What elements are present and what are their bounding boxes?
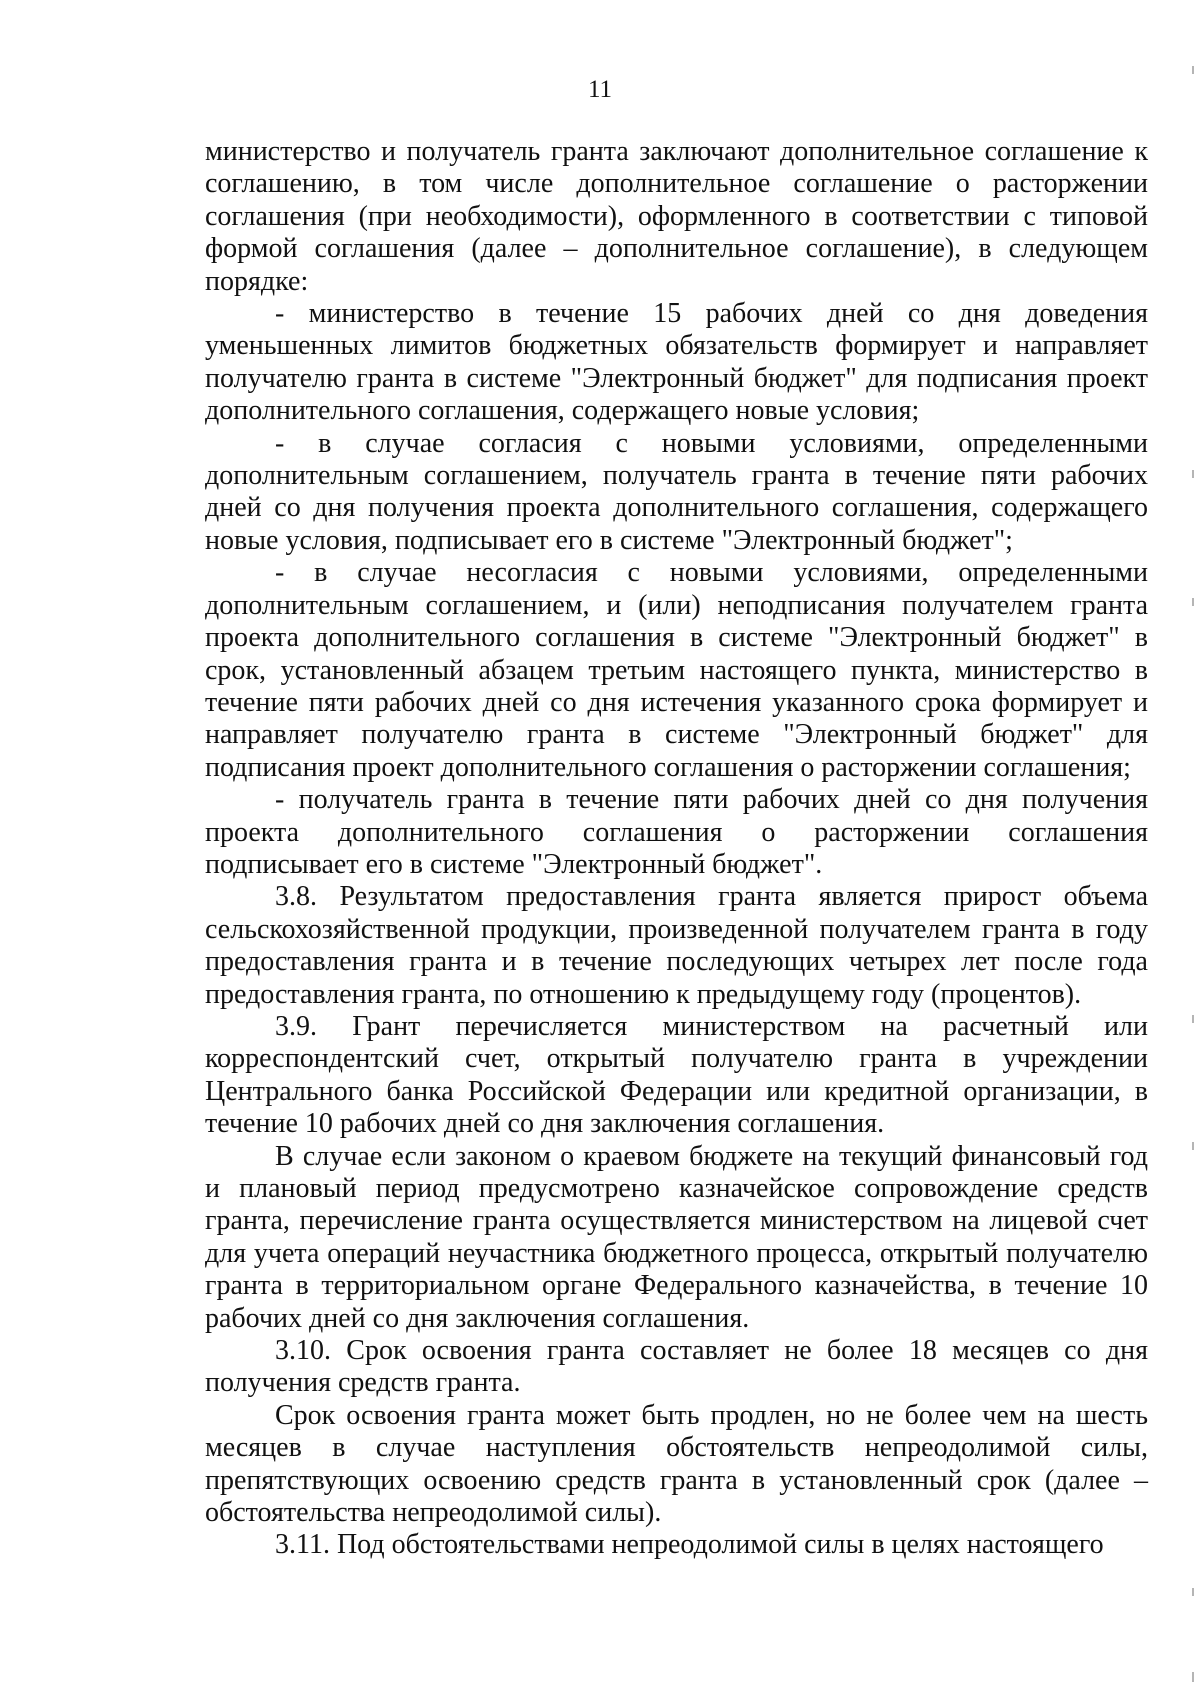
scan-artifact-mark bbox=[1192, 598, 1194, 606]
paragraph-treasury-support: В случае если законом о краевом бюджете на текущий финансовый год и плановый период предусмотрено казначейское сопровождение средств гранта, перечисление гранта осуществляется министерством на лицевой счет для учета операций неучастника бюджетного процесса, открытый получателю гранта в территориальном органе Федерального казначейства, в течение 10 рабочих дней со дня заключения соглашения. bbox=[205, 1140, 1148, 1334]
list-item-recipient-signs: - получатель гранта в течение пяти рабочих дней со дня получения проекта дополнительного соглашения о расторжении соглашения подписывает его в системе "Электронный бюджет". bbox=[205, 784, 1148, 880]
scan-artifact-mark bbox=[1192, 66, 1194, 74]
clause-3-9: 3.9. Грант перечисляется министерством на расчетный или корреспондентский счет, открытый получателю гранта в учреждении Центрального банка Российской Федерации или кредитной организации, в течение 10 рабочих дней со дня заключения соглашения. bbox=[205, 1010, 1148, 1140]
paragraph-continuation: министерство и получатель гранта заключают дополнительное соглашение к соглашению, в том числе дополнительное соглашение о расторжении соглашения (при необходимости), оформленного в соответствии с типовой формой соглашения (далее – дополнительное соглашение), в следующем порядке: bbox=[205, 136, 1148, 297]
list-item-consent: - в случае согласия с новыми условиями, определенными дополнительным соглашением, получатель гранта в течение пяти рабочих дней со дня получения проекта дополнительного соглашения, содержащего новые условия, подписывает его в системе "Электронный бюджет"; bbox=[205, 427, 1148, 556]
scan-artifact-mark bbox=[1192, 1588, 1194, 1596]
scan-artifact-mark bbox=[1192, 1015, 1194, 1023]
document-body bbox=[205, 136, 1148, 1562]
list-item-disagreement: - в случае несогласия с новыми условиями, определенными дополнительным соглашением, и (или) неподписания получателем гранта проекта дополнительного соглашения в системе "Электронный бюджет" в срок, установленный абзацем третьим настоящего пункта, министерство в течение пяти рабочих дней со дня истечения указанного срока формирует и направляет получателю гранта в системе "Электронный бюджет" для подписания проект дополнительного соглашения о расторжении соглашения; bbox=[205, 557, 1148, 783]
clause-3-10: 3.10. Срок освоения гранта составляет не более 18 месяцев со дня получения средств гранта. bbox=[205, 1335, 1148, 1399]
paragraph-extension: Срок освоения гранта может быть продлен, но не более чем на шесть месяцев в случае наступления обстоятельств непреодолимой силы, препятствующих освоению средств гранта в установленный срок (далее – обстоятельства непреодолимой силы). bbox=[205, 1399, 1148, 1529]
scan-artifact-mark bbox=[1192, 470, 1194, 478]
scan-artifact-mark bbox=[1192, 1142, 1194, 1150]
list-item-ministry-forms-draft: - министерство в течение 15 рабочих дней со дня доведения уменьшенных лимитов бюджетных обязательств формирует и направляет получателю гранта в системе "Электронный бюджет" для подписания проект дополнительного соглашения, содержащего новые условия; bbox=[205, 298, 1148, 427]
clause-3-8: 3.8. Результатом предоставления гранта является прирост объема сельскохозяйственной продукции, произведенной получателем гранта в году предоставления гранта и в течение последующих четырех лет после года предоставления гранта, по отношению к предыдущему году (процентов). bbox=[205, 881, 1148, 1010]
clause-3-11: 3.11. Под обстоятельствами непреодолимой силы в целях настоящего bbox=[275, 1529, 1104, 1561]
scan-artifact-mark bbox=[1192, 1672, 1194, 1682]
page-number: 11 bbox=[587, 76, 613, 103]
